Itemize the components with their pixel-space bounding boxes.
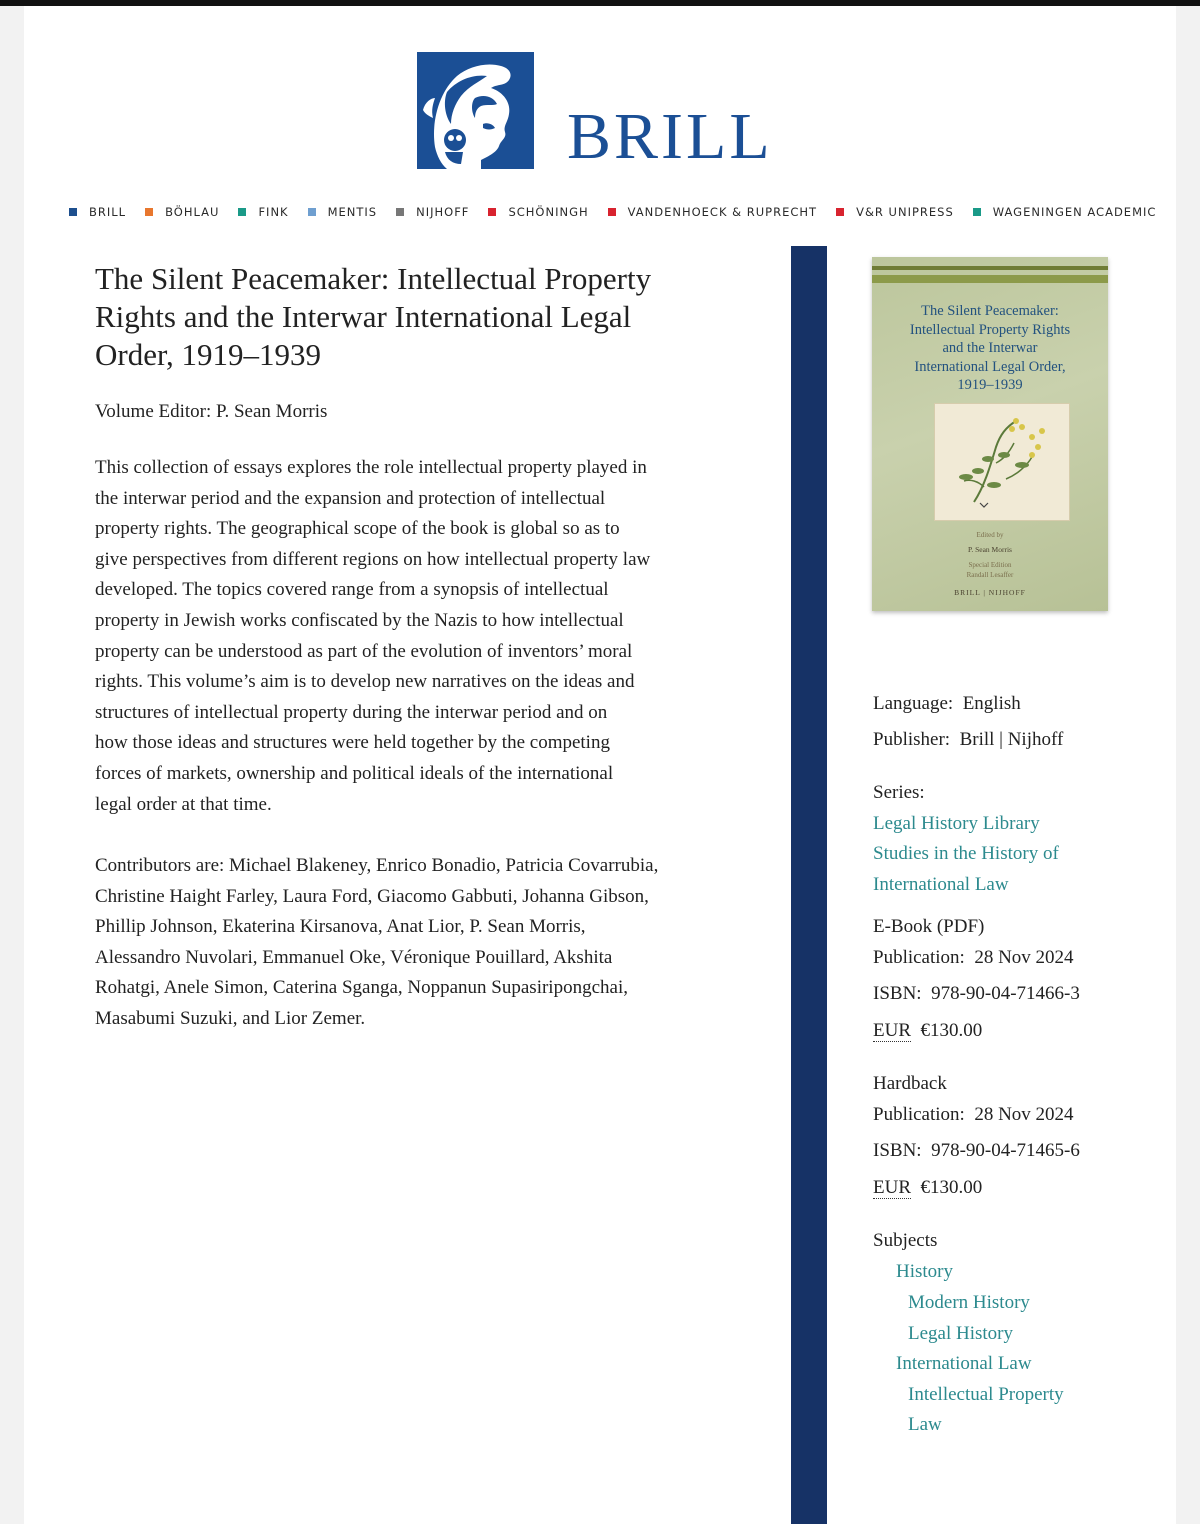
subject-link-modern-history[interactable]: Modern History [908,1292,1030,1313]
imprint-label: MENTIS [327,205,378,219]
cover-edited-by: Edited by [976,531,1004,539]
plant-illustration-icon [944,407,1058,515]
cover-foreword-label: Special Edition [968,561,1012,569]
subject-link-intellectual-property-law-line2[interactable]: Law [908,1414,942,1435]
imprint-label: FINK [258,205,289,219]
hardback-isbn-label: ISBN: [873,1140,922,1161]
contributors-line: Masabumi Suzuki, and Lior Zemer. [95,1007,366,1029]
imprint-link-brill[interactable] [69,205,126,219]
imprint-square-icon [973,208,981,216]
cover-publisher: BRILL | NIJHOFF [954,588,1026,597]
hardback-price: €130.00 [920,1177,983,1198]
imprint-label: BRILL [89,205,127,219]
title-line: Rights and the Interwar International Legal [95,299,632,334]
title-line: Order, 1919–1939 [95,337,322,372]
imprint-link-mentis[interactable] [308,205,378,219]
cover-title-line: The Silent Peacemaker: [921,303,1059,319]
contributors-line: Christine Haight Farley, Laura Ford, Giacomo Gabbuti, Johanna Gibson, [95,885,649,907]
description-line: give perspectives from different regions on how intellectual property law [95,548,651,570]
cover-title-line: and the Interwar [942,340,1038,356]
brill-logo[interactable] [417,52,817,182]
hardback-price-row [873,1177,982,1199]
description-line: property rights. The geographical scope of the book is global so as to [95,518,620,540]
imprint-label: NIJHOFF [416,205,470,219]
description-line: the interwar period and the expansion and protection of intellectual [95,487,606,509]
ebook-publication-label: Publication: [873,947,965,968]
cover-title-line: Intellectual Property Rights [909,321,1071,338]
imprint-label: SCHÖNINGH [508,205,589,219]
book-cover[interactable] [872,257,1108,611]
athena-logo-icon [417,52,534,169]
publisher-row [873,729,1063,751]
description-line: rights. This volume’s aim is to develop new narratives on the ideas and [95,671,635,693]
contributors-line: Rohatgi, Anele Simon, Caterina Sganga, Noppanun Supasiripongchai, [95,977,628,999]
contributors-line: Phillip Johnson, Ekaterina Kirsanova, Anat Lior, P. Sean Morris, [95,916,586,938]
imprints-nav [69,202,1157,222]
book-description [95,453,755,820]
hardback-publication-label: Publication: [873,1104,965,1125]
series-link-studies-history-intl-law[interactable]: Studies in the History of [873,843,1059,864]
description-line: developed. The topics covered range from a synopsis of intellectual [95,579,609,601]
cover-series-band [872,275,1108,283]
imprint-link-b-hlau[interactable] [145,205,219,219]
series-label: Series: [873,782,925,803]
ebook-price-row [873,1020,982,1042]
description-line: This collection of essays explores the role intellectual property played in [95,457,647,478]
hardback-publication-date: 28 Nov 2024 [974,1104,1074,1125]
language-label: Language: [873,693,954,714]
imprint-square-icon [308,208,316,216]
subject-link-intellectual-property[interactable]: Intellectual Property [908,1384,1064,1405]
imprint-link-vandenhoeck-ruprecht[interactable] [608,205,817,219]
hardback-isbn-row [873,1140,1080,1162]
description-line: legal order at that time. [95,793,272,815]
book-title [95,260,735,374]
subject-link-legal-history[interactable]: Legal History [908,1323,1014,1344]
contributors [95,851,755,1035]
imprint-square-icon [608,208,616,216]
imprint-link-v-r-unipress[interactable] [836,205,954,219]
imprint-link-fink[interactable] [238,205,288,219]
publisher-value: Brill | Nijhoff [959,729,1064,750]
ebook-price: €130.00 [920,1020,983,1041]
contributors-line: Alessandro Nuvolari, Emmanuel Oke, Véronique Pouillard, Akshita [95,946,613,968]
ebook-format: E-Book (PDF) [873,916,985,937]
imprint-square-icon [238,208,246,216]
imprint-square-icon [69,208,77,216]
hardback-isbn: 978-90-04-71465-6 [931,1140,1080,1161]
series-link-legal-history-library[interactable]: Legal History Library [873,813,1040,834]
cover-editor: P. Sean Morris [968,545,1012,554]
contributors-line: Contributors are: Michael Blakeney, Enrico Bonadio, Patricia Covarrubia, [95,855,659,876]
title-line: The Silent Peacemaker: Intellectual Property [95,261,652,296]
ebook-isbn: 978-90-04-71466-3 [931,983,1080,1004]
brand-name: BRILL [567,100,773,173]
description-line: structures of intellectual property during the interwar period and on [95,701,608,723]
description-line: property can be understood as part of the evolution of inventors’ moral [95,640,633,662]
language-value: English [962,693,1021,714]
imprint-link-nijhoff[interactable] [396,205,469,219]
ebook-publication-date: 28 Nov 2024 [974,947,1074,968]
description-line: how those ideas and structures were held together by the competing [95,732,610,754]
ebook-currency-abbr[interactable]: EUR [873,1020,911,1041]
cover-title-line: International Legal Order, [914,358,1066,375]
cover-title-line: 1919–1939 [957,377,1023,393]
imprint-label: VANDENHOECK & RUPRECHT [627,205,818,219]
subjects-label: Subjects [873,1230,938,1251]
series-link-studies-history-intl-law-line2[interactable]: International Law [873,874,1009,895]
imprint-square-icon [488,208,496,216]
cover-title [892,302,1088,395]
subject-link-international-law[interactable]: International Law [896,1353,1032,1374]
hardback-format: Hardback [873,1073,947,1094]
imprint-square-icon [836,208,844,216]
cover-foreword-name: Randall Lesaffer [966,571,1014,579]
description-line: property in Jewish works confiscated by the Nazis to how intellectual [95,609,624,631]
imprint-link-wageningen-academic[interactable] [973,205,1157,219]
ebook-isbn-label: ISBN: [873,983,922,1004]
volume-editor: Volume Editor: P. Sean Morris [95,401,328,422]
imprint-label: BÖHLAU [165,205,220,219]
page-sheet [24,6,1176,1524]
divider-bar [791,246,827,1524]
imprint-square-icon [145,208,153,216]
hardback-currency-abbr[interactable]: EUR [873,1177,911,1198]
subject-link-history[interactable]: History [896,1261,953,1282]
imprint-link-sch-ningh[interactable] [488,205,588,219]
imprint-label: V&R UNIPRESS [856,205,954,219]
hardback-publication-row [873,1104,1074,1126]
imprint-label: WAGENINGEN ACADEMIC [992,205,1157,219]
ebook-publication-row [873,947,1074,969]
imprint-square-icon [396,208,404,216]
cover-top-stripe [872,266,1108,270]
language-row [873,693,1021,715]
ebook-isbn-row [873,983,1080,1005]
description-line: forces of markets, ownership and political ideals of the international [95,762,614,784]
publisher-label: Publisher: [873,729,951,750]
